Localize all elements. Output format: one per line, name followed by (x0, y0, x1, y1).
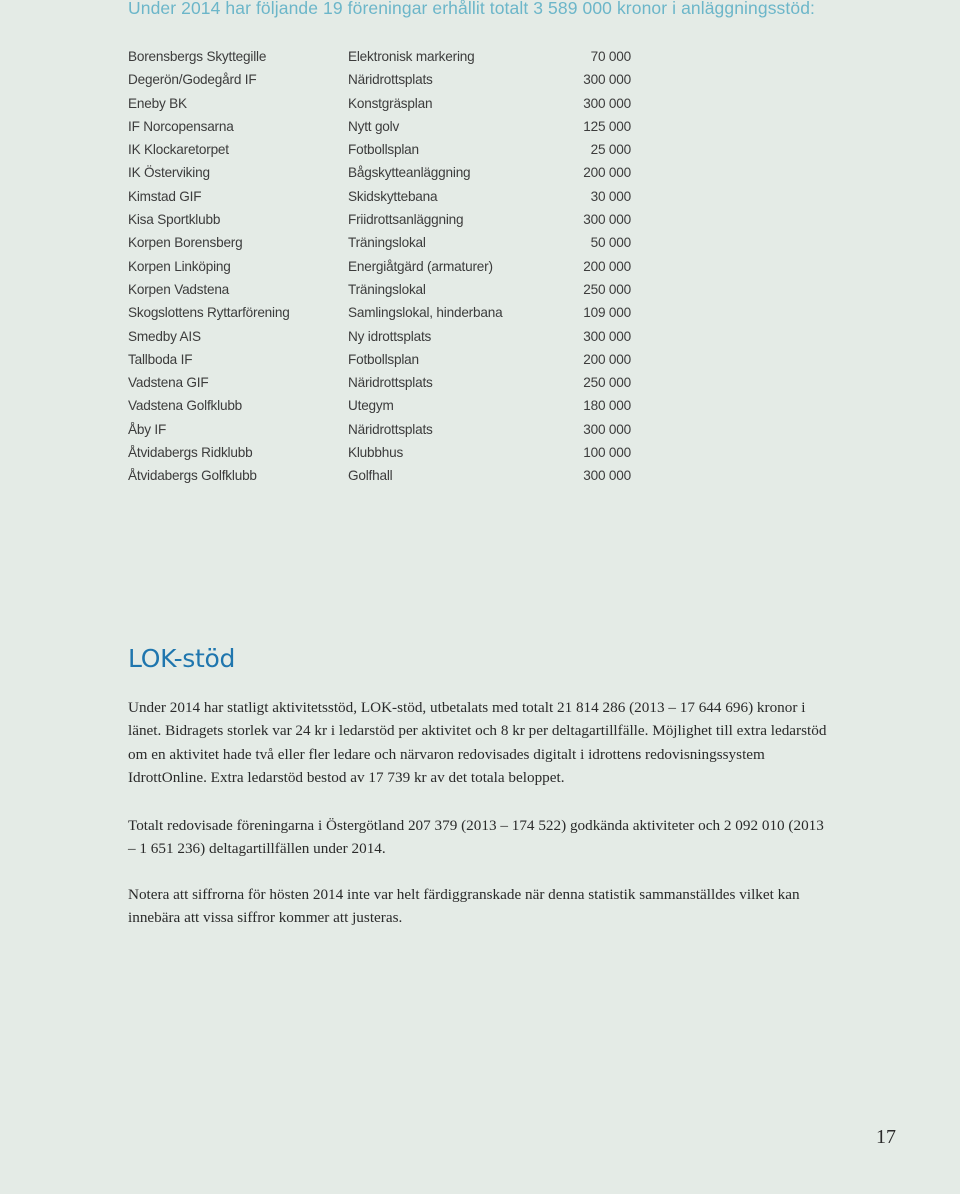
table-row (128, 138, 648, 161)
table-row (128, 231, 648, 254)
table-row (128, 68, 648, 91)
grant-amount: 300 000 (583, 421, 631, 437)
grant-purpose: Träningslokal (348, 235, 426, 251)
club-name: Smedby AIS (128, 328, 201, 344)
club-name: Åtvidabergs Golfklubb (128, 468, 257, 484)
grant-amount: 25 000 (590, 142, 631, 158)
table-row (128, 115, 648, 138)
table-row (128, 371, 648, 394)
club-name: Åtvidabergs Ridklubb (128, 445, 253, 461)
club-name: IK Klockaretorpet (128, 142, 229, 158)
grant-purpose: Fotbollsplan (348, 142, 419, 158)
grant-purpose: Fotbollsplan (348, 351, 419, 367)
table-row (128, 255, 648, 278)
club-name: Vadstena GIF (128, 375, 209, 391)
table-row (128, 45, 648, 68)
table-row (128, 278, 648, 301)
grant-purpose: Konstgräsplan (348, 95, 433, 111)
grant-purpose: Klubbhus (348, 445, 404, 461)
lok-paragraph-1: Under 2014 har statligt aktivitetsstöd, LOK-stöd, utbetalats med totalt 21 814 286 (2013 – 17 644 696) kronor i länet. Bidragets storlek var 24 kr i ledarstöd per aktivitet och 8 kr per deltagartillfälle. Möjlighet till extra ledarstöd om en aktivitet hade två eller fler ledare och närvaron redovisades digitalt i idrottens redovisningssystem IdrottOnline. Extra ledarstöd bestod av 17 739 kr av det totala beloppet. (128, 699, 827, 786)
table-row (128, 185, 648, 208)
club-name: Korpen Linköping (128, 258, 231, 274)
club-name: Degerön/Godegård IF (128, 72, 257, 88)
grant-amount: 50 000 (590, 235, 631, 251)
grant-purpose: Elektronisk markering (348, 49, 475, 64)
table-row (128, 394, 648, 417)
grant-amount: 100 000 (583, 445, 631, 461)
grant-amount: 250 000 (583, 281, 631, 297)
grant-purpose: Golfhall (348, 468, 393, 484)
grant-amount: 180 000 (583, 398, 631, 414)
club-name: Tallboda IF (128, 351, 193, 367)
club-name: IF Norcopensarna (128, 118, 234, 134)
grants-table (128, 45, 648, 488)
grant-purpose: Ny idrottsplats (348, 328, 432, 344)
grant-purpose: Näridrottsplats (348, 421, 433, 437)
grant-purpose: Samlingslokal, hinderbana (348, 305, 503, 321)
club-name: Borensbergs Skyttegille (128, 49, 267, 64)
grant-amount: 250 000 (583, 375, 631, 391)
grant-amount: 300 000 (583, 328, 631, 344)
table-row (128, 464, 648, 487)
grants-heading: Under 2014 har följande 19 föreningar erhållit totalt 3 589 000 kronor i anläggningsstöd: (128, 0, 815, 18)
grant-amount: 109 000 (583, 305, 631, 321)
table-row (128, 325, 648, 348)
grant-purpose: Näridrottsplats (348, 72, 433, 88)
lok-paragraph-2: Totalt redovisade föreningarna i Östergötland 207 379 (2013 – 174 522) godkända aktiviteter och 2 092 010 (2013 – 1 651 236) deltagartillfällen under 2014. (128, 817, 824, 858)
table-row (128, 348, 648, 371)
club-name: Vadstena Golfklubb (128, 398, 243, 414)
grant-purpose: Energiåtgärd (armaturer) (348, 258, 493, 274)
grant-purpose: Utegym (348, 398, 394, 414)
grant-amount: 200 000 (583, 258, 631, 274)
page-number: 17 (876, 1126, 896, 1148)
table-row (128, 92, 648, 115)
club-name: Kisa Sportklubb (128, 212, 221, 228)
club-name: Kimstad GIF (128, 188, 202, 204)
table-row (128, 441, 648, 464)
table-row (128, 161, 648, 184)
grant-amount: 300 000 (583, 468, 631, 484)
lok-section-title: LOK-stöd (128, 644, 236, 673)
grant-amount: 300 000 (583, 212, 631, 228)
grant-amount: 300 000 (583, 95, 631, 111)
club-name: Åby IF (128, 421, 167, 437)
club-name: Eneby BK (128, 95, 187, 111)
grant-amount: 70 000 (590, 49, 631, 64)
grant-amount: 30 000 (590, 188, 631, 204)
grant-purpose: Näridrottsplats (348, 375, 433, 391)
grant-amount: 200 000 (583, 351, 631, 367)
table-row (128, 418, 648, 441)
grant-purpose: Bågskytteanläggning (348, 165, 471, 181)
club-name: IK Österviking (128, 165, 210, 181)
club-name: Skogslottens Ryttarförening (128, 305, 290, 321)
table-row (128, 208, 648, 231)
grant-amount: 200 000 (583, 165, 631, 181)
grant-purpose: Friidrottsanläggning (348, 212, 464, 228)
grant-amount: 125 000 (583, 118, 631, 134)
table-row (128, 301, 648, 324)
lok-paragraph-3: Notera att siffrorna för hösten 2014 inte var helt färdiggranskade när denna statistik sammanställdes vilket kan innebära att vissa siffror kommer att justeras. (128, 886, 800, 927)
grant-amount: 300 000 (583, 72, 631, 88)
grant-purpose: Skidskyttebana (348, 188, 438, 204)
grant-purpose: Nytt golv (348, 118, 400, 134)
club-name: Korpen Borensberg (128, 235, 243, 251)
grant-purpose: Träningslokal (348, 281, 426, 297)
club-name: Korpen Vadstena (128, 281, 230, 297)
